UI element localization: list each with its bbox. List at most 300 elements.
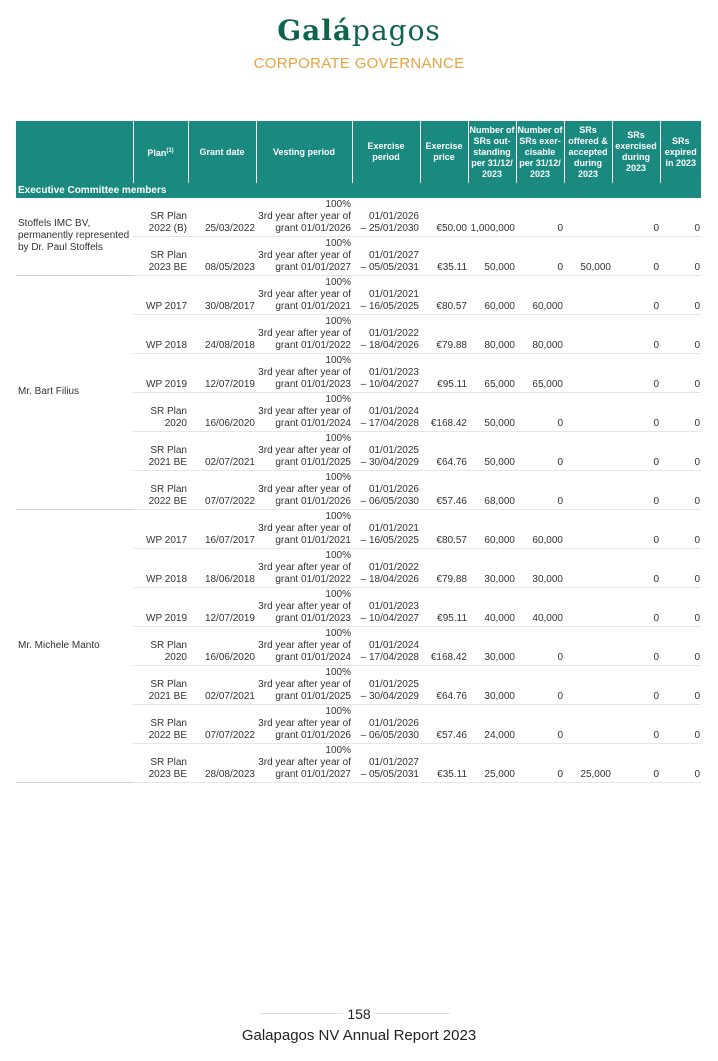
exercisable-value: 30,000	[532, 574, 563, 585]
page-number: 158	[0, 1006, 718, 1022]
vesting-percent: 100%	[325, 628, 351, 639]
price-cell	[420, 471, 468, 510]
exercisable-value: 0	[557, 691, 563, 702]
header-name	[16, 121, 133, 183]
price-cell	[420, 627, 468, 666]
grant-date-cell	[188, 198, 256, 237]
outstanding-cell	[468, 666, 516, 705]
grant-date-cell	[188, 432, 256, 471]
exercise-period-cell	[352, 276, 420, 315]
vesting-cell	[256, 237, 352, 276]
exercisable-cell	[516, 471, 564, 510]
exercise-end: – 30/04/2029	[360, 691, 419, 702]
exercise-end: – 05/05/2031	[360, 262, 419, 273]
exercisable-value: 0	[557, 496, 563, 507]
vesting-percent: 100%	[325, 355, 351, 366]
plan-cell	[133, 549, 188, 588]
exercise-period-cell	[352, 705, 420, 744]
offered-cell	[564, 744, 612, 783]
grant-date-cell	[188, 393, 256, 432]
expired-cell	[660, 588, 701, 627]
offered-cell	[564, 198, 612, 237]
offered-cell	[564, 354, 612, 393]
exercised-value: 0	[653, 730, 659, 741]
outstanding-value: 65,000	[484, 379, 515, 390]
expired-cell	[660, 276, 701, 315]
expired-value: 0	[694, 262, 700, 273]
vesting-text: 3rd year after year of	[258, 445, 351, 456]
grant-date-cell	[188, 705, 256, 744]
expired-value: 0	[694, 301, 700, 312]
plan-name: SR Plan 2020	[150, 406, 187, 429]
vesting-cell	[256, 549, 352, 588]
vesting-cell	[256, 627, 352, 666]
grant-date-cell	[188, 744, 256, 783]
vesting-percent: 100%	[325, 550, 351, 561]
exercise-period-cell	[352, 666, 420, 705]
section-subtitle: CORPORATE GOVERNANCE	[253, 55, 465, 72]
exercise-end: – 16/05/2025	[360, 301, 419, 312]
price-cell	[420, 393, 468, 432]
expired-value: 0	[694, 535, 700, 546]
plan-cell	[133, 276, 188, 315]
exercisable-value: 80,000	[532, 340, 563, 351]
plan-name: SR Plan 2022 (B)	[148, 211, 187, 234]
vesting-date: grant 01/01/2022	[275, 340, 351, 351]
outstanding-cell	[468, 705, 516, 744]
exercisable-cell	[516, 237, 564, 276]
vesting-text: 3rd year after year of	[258, 328, 351, 339]
outstanding-cell	[468, 393, 516, 432]
plan-cell	[133, 510, 188, 549]
header-vesting-period: Vesting period	[256, 121, 352, 183]
price-cell	[420, 237, 468, 276]
section-label: Executive Committee members	[16, 183, 701, 198]
vesting-percent: 100%	[325, 433, 351, 444]
vesting-date: grant 01/01/2025	[275, 457, 351, 468]
grant-date: 16/06/2020	[204, 418, 255, 429]
exercise-period-cell	[352, 627, 420, 666]
plan-name: WP 2018	[146, 340, 187, 351]
outstanding-value: 40,000	[484, 613, 515, 624]
exercised-value: 0	[653, 379, 659, 390]
exercisable-value: 0	[557, 457, 563, 468]
plan-name: WP 2017	[146, 535, 187, 546]
exercised-value: 0	[653, 301, 659, 312]
exercise-price: €57.46	[436, 730, 467, 741]
outstanding-cell	[468, 549, 516, 588]
expired-cell	[660, 198, 701, 237]
expired-cell	[660, 627, 701, 666]
vesting-date: grant 01/01/2021	[275, 535, 351, 546]
header-exercise-price: Exercise price	[420, 121, 468, 183]
exercised-value: 0	[653, 262, 659, 273]
grant-date: 02/07/2021	[204, 457, 255, 468]
exercisable-value: 60,000	[532, 301, 563, 312]
vesting-percent: 100%	[325, 589, 351, 600]
exercise-end: – 30/04/2029	[360, 457, 419, 468]
outstanding-value: 30,000	[484, 652, 515, 663]
offered-value: 50,000	[580, 262, 611, 273]
exercise-price: €168.42	[430, 418, 467, 429]
outstanding-value: 25,000	[484, 769, 515, 780]
exercise-price: €168.42	[430, 652, 467, 663]
table-row	[16, 510, 701, 549]
exercised-cell	[612, 666, 660, 705]
expired-cell	[660, 666, 701, 705]
outstanding-value: 60,000	[484, 535, 515, 546]
exercised-cell	[612, 549, 660, 588]
vesting-cell	[256, 705, 352, 744]
exercise-price: €50.00	[436, 223, 467, 234]
outstanding-cell	[468, 744, 516, 783]
exercise-start: 01/01/2024	[368, 406, 419, 417]
exercise-price: €80.57	[436, 301, 467, 312]
vesting-date: grant 01/01/2023	[275, 613, 351, 624]
logo-text-bold: Galá	[277, 14, 353, 47]
grant-date: 30/08/2017	[204, 301, 255, 312]
grant-date: 07/07/2022	[204, 730, 255, 741]
vesting-cell	[256, 666, 352, 705]
offered-cell	[564, 705, 612, 744]
grant-date-cell	[188, 276, 256, 315]
outstanding-value: 30,000	[484, 691, 515, 702]
header-grant-date: Grant date	[188, 121, 256, 183]
outstanding-value: 80,000	[484, 340, 515, 351]
offered-cell	[564, 276, 612, 315]
vesting-cell	[256, 354, 352, 393]
table-body	[16, 183, 701, 783]
grant-date: 24/08/2018	[204, 340, 255, 351]
exercise-end: – 10/04/2027	[360, 379, 419, 390]
grant-date-cell	[188, 471, 256, 510]
grant-date: 25/03/2022	[204, 223, 255, 234]
offered-cell	[564, 510, 612, 549]
exercisable-cell	[516, 510, 564, 549]
exercised-cell	[612, 354, 660, 393]
expired-cell	[660, 510, 701, 549]
exercise-period-cell	[352, 549, 420, 588]
plan-cell	[133, 627, 188, 666]
expired-value: 0	[694, 457, 700, 468]
exercise-price: €35.11	[437, 769, 467, 780]
vesting-cell	[256, 276, 352, 315]
outstanding-value: 30,000	[484, 574, 515, 585]
expired-value: 0	[694, 223, 700, 234]
vesting-text: 3rd year after year of	[258, 211, 351, 222]
exercise-period-cell	[352, 471, 420, 510]
price-cell	[420, 705, 468, 744]
exercised-value: 0	[653, 691, 659, 702]
expired-value: 0	[694, 379, 700, 390]
vesting-cell	[256, 393, 352, 432]
exercise-period-cell	[352, 315, 420, 354]
plan-cell	[133, 705, 188, 744]
exercisable-cell	[516, 393, 564, 432]
exercised-cell	[612, 393, 660, 432]
outstanding-cell	[468, 471, 516, 510]
grant-date-cell	[188, 627, 256, 666]
vesting-percent: 100%	[325, 511, 351, 522]
exercise-start: 01/01/2026	[368, 484, 419, 495]
header-outstanding: Number of SRs out-standing per 31/12/ 2023	[468, 121, 516, 183]
exercise-start: 01/01/2025	[368, 445, 419, 456]
offered-cell	[564, 588, 612, 627]
vesting-date: grant 01/01/2022	[275, 574, 351, 585]
expired-value: 0	[694, 691, 700, 702]
exercisable-cell	[516, 549, 564, 588]
exercised-value: 0	[653, 769, 659, 780]
exercise-start: 01/01/2021	[368, 289, 419, 300]
exercise-price: €57.46	[436, 496, 467, 507]
header-exercisable: Number of SRs exer-cisable per 31/12/ 2023	[516, 121, 564, 183]
plan-name: WP 2018	[146, 574, 187, 585]
vesting-cell	[256, 744, 352, 783]
vesting-text: 3rd year after year of	[258, 523, 351, 534]
exercise-end: – 25/01/2030	[360, 223, 419, 234]
plan-name: WP 2019	[146, 379, 187, 390]
exercise-start: 01/01/2026	[368, 211, 419, 222]
exercise-end: – 06/05/2030	[360, 496, 419, 507]
exercisable-value: 0	[557, 418, 563, 429]
exercisable-value: 60,000	[532, 535, 563, 546]
exercised-cell	[612, 237, 660, 276]
exercise-period-cell	[352, 393, 420, 432]
vesting-date: grant 01/01/2024	[275, 652, 351, 663]
vesting-date: grant 01/01/2026	[275, 496, 351, 507]
exercised-value: 0	[653, 340, 659, 351]
exercise-price: €95.11	[437, 613, 467, 624]
offered-cell	[564, 666, 612, 705]
exercise-start: 01/01/2027	[368, 250, 419, 261]
offered-cell	[564, 627, 612, 666]
vesting-date: grant 01/01/2021	[275, 301, 351, 312]
exercise-start: 01/01/2025	[368, 679, 419, 690]
section-row	[16, 183, 701, 198]
grant-date: 12/07/2019	[204, 379, 255, 390]
outstanding-cell	[468, 432, 516, 471]
price-cell	[420, 510, 468, 549]
exercised-cell	[612, 432, 660, 471]
grant-date: 16/07/2017	[204, 535, 255, 546]
exercised-cell	[612, 588, 660, 627]
plan-name: SR Plan 2022 BE	[148, 484, 187, 507]
offered-value: 25,000	[580, 769, 611, 780]
price-cell	[420, 276, 468, 315]
table-header	[16, 121, 701, 183]
exercised-value: 0	[653, 535, 659, 546]
vesting-cell	[256, 198, 352, 237]
vesting-text: 3rd year after year of	[258, 640, 351, 651]
price-cell	[420, 198, 468, 237]
offered-cell	[564, 549, 612, 588]
plan-cell	[133, 471, 188, 510]
exercise-period-cell	[352, 354, 420, 393]
company-logo	[0, 14, 718, 47]
vesting-text: 3rd year after year of	[258, 757, 351, 768]
expired-value: 0	[694, 418, 700, 429]
grant-date-cell	[188, 588, 256, 627]
vesting-text: 3rd year after year of	[258, 406, 351, 417]
vesting-cell	[256, 510, 352, 549]
exercised-cell	[612, 510, 660, 549]
share-rights-table	[16, 121, 701, 783]
vesting-text: 3rd year after year of	[258, 679, 351, 690]
exercise-end: – 10/04/2027	[360, 613, 419, 624]
header-expired: SRs expired in 2023	[660, 121, 701, 183]
price-cell	[420, 432, 468, 471]
vesting-cell	[256, 471, 352, 510]
vesting-date: grant 01/01/2026	[275, 730, 351, 741]
exercise-end: – 17/04/2028	[360, 418, 419, 429]
vesting-percent: 100%	[325, 667, 351, 678]
exercise-price: €64.76	[436, 457, 467, 468]
plan-cell	[133, 666, 188, 705]
member-name: Stoffels IMC BV, permanently represented by Dr. Paul Stoffels	[16, 198, 133, 276]
vesting-date: grant 01/01/2026	[275, 223, 351, 234]
exercised-cell	[612, 198, 660, 237]
exercisable-value: 0	[557, 262, 563, 273]
exercise-period-cell	[352, 198, 420, 237]
vesting-cell	[256, 432, 352, 471]
exercise-end: – 16/05/2025	[360, 535, 419, 546]
outstanding-value: 60,000	[484, 301, 515, 312]
price-cell	[420, 588, 468, 627]
expired-cell	[660, 705, 701, 744]
plan-cell	[133, 588, 188, 627]
exercise-start: 01/01/2023	[368, 601, 419, 612]
vesting-text: 3rd year after year of	[258, 484, 351, 495]
exercisable-cell	[516, 198, 564, 237]
grant-date: 07/07/2022	[204, 496, 255, 507]
exercised-value: 0	[653, 223, 659, 234]
grant-date: 16/06/2020	[204, 652, 255, 663]
plan-name: SR Plan 2021 BE	[148, 679, 187, 702]
expired-value: 0	[694, 496, 700, 507]
exercisable-value: 0	[557, 223, 563, 234]
exercise-period-cell	[352, 432, 420, 471]
exercise-price: €79.88	[436, 340, 467, 351]
grant-date: 12/07/2019	[204, 613, 255, 624]
vesting-text: 3rd year after year of	[258, 250, 351, 261]
expired-cell	[660, 744, 701, 783]
exercise-end: – 18/04/2026	[360, 574, 419, 585]
exercise-start: 01/01/2022	[368, 328, 419, 339]
exercisable-cell	[516, 588, 564, 627]
vesting-text: 3rd year after year of	[258, 367, 351, 378]
exercised-cell	[612, 276, 660, 315]
plan-name: SR Plan 2023 BE	[148, 757, 187, 780]
offered-cell	[564, 471, 612, 510]
exercise-price: €79.88	[436, 574, 467, 585]
outstanding-value: 1,000,000	[470, 223, 515, 234]
exercised-cell	[612, 627, 660, 666]
exercise-start: 01/01/2023	[368, 367, 419, 378]
exercised-value: 0	[653, 613, 659, 624]
exercised-cell	[612, 705, 660, 744]
grant-date: 28/08/2023	[204, 769, 255, 780]
exercisable-value: 40,000	[532, 613, 563, 624]
price-cell	[420, 354, 468, 393]
plan-cell	[133, 237, 188, 276]
header-exercised: SRs exercised during 2023	[612, 121, 660, 183]
exercisable-value: 65,000	[532, 379, 563, 390]
report-title: Galapagos NV Annual Report 2023	[241, 1027, 477, 1044]
plan-name: WP 2019	[146, 613, 187, 624]
exercisable-cell	[516, 705, 564, 744]
outstanding-value: 68,000	[484, 496, 515, 507]
outstanding-cell	[468, 276, 516, 315]
vesting-text: 3rd year after year of	[258, 289, 351, 300]
plan-name: SR Plan 2020	[150, 640, 187, 663]
exercised-value: 0	[653, 418, 659, 429]
vesting-cell	[256, 588, 352, 627]
vesting-date: grant 01/01/2023	[275, 379, 351, 390]
vesting-percent: 100%	[325, 277, 351, 288]
price-cell	[420, 744, 468, 783]
offered-cell	[564, 237, 612, 276]
grant-date-cell	[188, 549, 256, 588]
exercisable-cell	[516, 276, 564, 315]
offered-cell	[564, 432, 612, 471]
exercise-start: 01/01/2024	[368, 640, 419, 651]
exercise-period-cell	[352, 237, 420, 276]
expired-cell	[660, 354, 701, 393]
exercised-value: 0	[653, 574, 659, 585]
outstanding-cell	[468, 510, 516, 549]
expired-value: 0	[694, 574, 700, 585]
exercised-cell	[612, 744, 660, 783]
exercised-value: 0	[653, 496, 659, 507]
exercise-start: 01/01/2021	[368, 523, 419, 534]
exercised-cell	[612, 315, 660, 354]
exercisable-cell	[516, 666, 564, 705]
vesting-text: 3rd year after year of	[258, 601, 351, 612]
exercise-period-cell	[352, 744, 420, 783]
expired-cell	[660, 471, 701, 510]
outstanding-value: 50,000	[484, 418, 515, 429]
expired-value: 0	[694, 340, 700, 351]
vesting-cell	[256, 315, 352, 354]
exercisable-cell	[516, 627, 564, 666]
vesting-text: 3rd year after year of	[258, 718, 351, 729]
exercise-end: – 05/05/2031	[360, 769, 419, 780]
member-name: Mr. Bart Filius	[16, 276, 133, 510]
exercise-price: €80.57	[436, 535, 467, 546]
outstanding-cell	[468, 627, 516, 666]
exercise-start: 01/01/2026	[368, 718, 419, 729]
exercise-end: – 06/05/2030	[360, 730, 419, 741]
outstanding-cell	[468, 198, 516, 237]
vesting-percent: 100%	[325, 745, 351, 756]
header-exercise-period: Exercise period	[352, 121, 420, 183]
outstanding-cell	[468, 588, 516, 627]
table-row	[16, 276, 701, 315]
exercisable-cell	[516, 315, 564, 354]
exercisable-cell	[516, 432, 564, 471]
vesting-text: 3rd year after year of	[258, 562, 351, 573]
vesting-percent: 100%	[325, 316, 351, 327]
vesting-date: grant 01/01/2025	[275, 691, 351, 702]
expired-cell	[660, 315, 701, 354]
plan-cell	[133, 432, 188, 471]
exercise-price: €35.11	[437, 262, 467, 273]
expired-value: 0	[694, 730, 700, 741]
logo-text-light: pagos	[352, 14, 441, 47]
exercised-cell	[612, 471, 660, 510]
vesting-date: grant 01/01/2024	[275, 418, 351, 429]
price-cell	[420, 549, 468, 588]
